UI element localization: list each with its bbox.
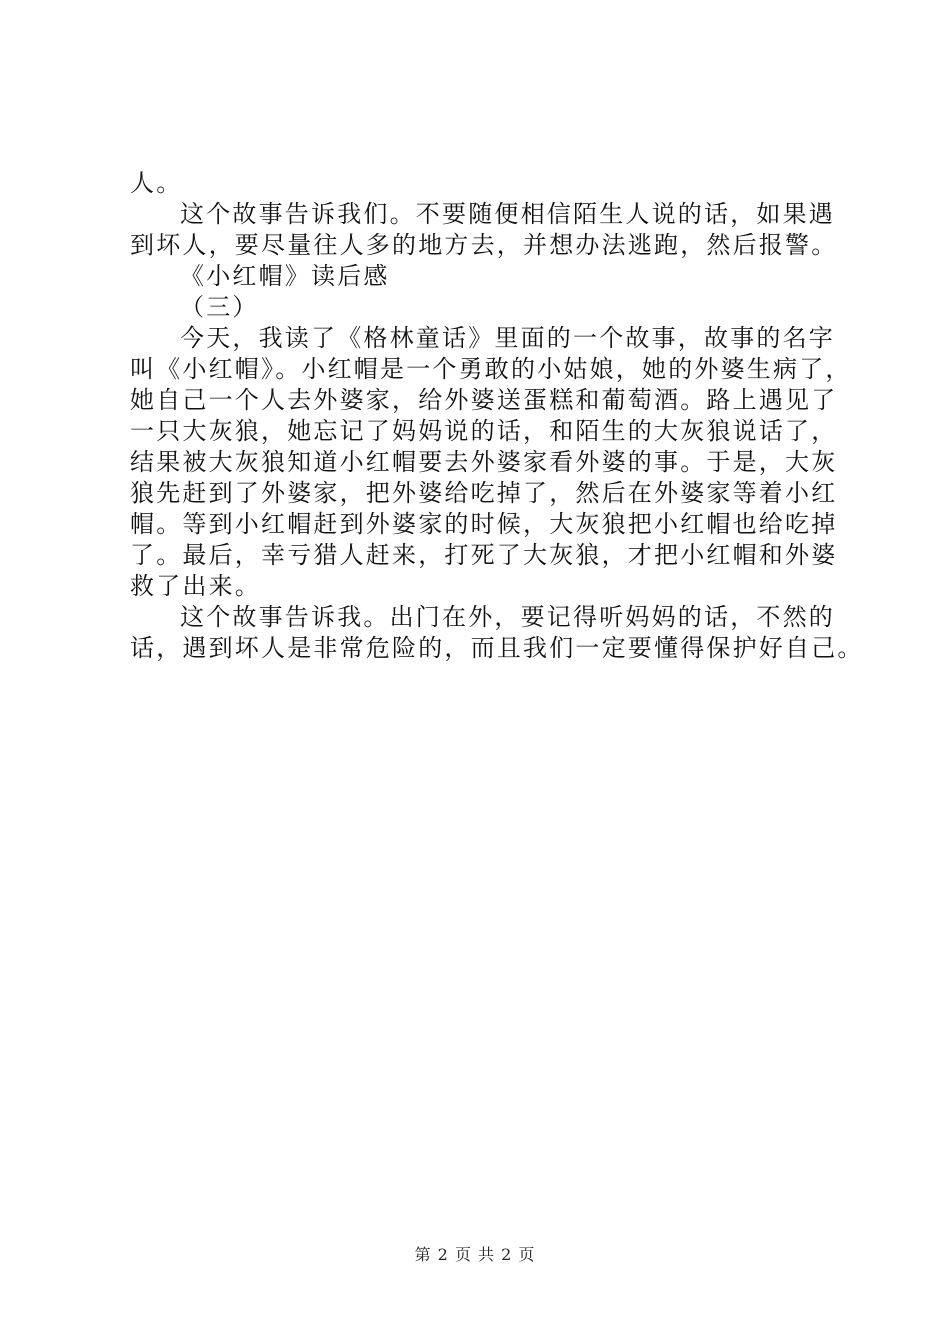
text-line: 救了出来。 [130, 572, 261, 600]
section-number: （三） [180, 293, 259, 321]
text-line: 这个故事告诉我们。不要随便相信陌生人说的话，如果遇 [180, 200, 835, 228]
text-line: 结果被大灰狼知道小红帽要去外婆家看外婆的事。于是，大灰 [130, 448, 838, 476]
text-line: 帽。等到小红帽赶到外婆家的时候，大灰狼把小红帽也给吃掉 [130, 510, 838, 538]
text-line: 这个故事告诉我。出门在外，要记得听妈妈的话，不然的 [180, 603, 835, 631]
text-line: 今天，我读了《格林童话》里面的一个故事，故事的名字 [180, 324, 835, 352]
text-line: 叫《小红帽》。小红帽是一个勇敢的小姑娘，她的外婆生病了， [130, 355, 852, 383]
text-line: 狼先赶到了外婆家，把外婆给吃掉了，然后在外婆家等着小红 [130, 479, 838, 507]
text-line: 到坏人，要尽量往人多的地方去，并想办法逃跑，然后报警。 [130, 231, 838, 259]
page-footer: 第 2 页 共 2 页 [414, 1245, 536, 1264]
body-text [130, 168, 864, 664]
text-line: 一只大灰狼，她忘记了妈妈说的话，和陌生的大灰狼说话了， [130, 417, 838, 445]
text-line: 她自己一个人去外婆家，给外婆送蛋糕和葡萄酒。路上遇见了 [130, 386, 838, 414]
section-title: 《小红帽》读后感 [180, 262, 390, 290]
text-line: 话，遇到坏人是非常危险的，而且我们一定要懂得保护好自己。 [130, 634, 864, 662]
text-line: 了。最后，幸亏猎人赶来，打死了大灰狼，才把小红帽和外婆 [130, 541, 838, 569]
text-line: 人。 [130, 169, 183, 197]
